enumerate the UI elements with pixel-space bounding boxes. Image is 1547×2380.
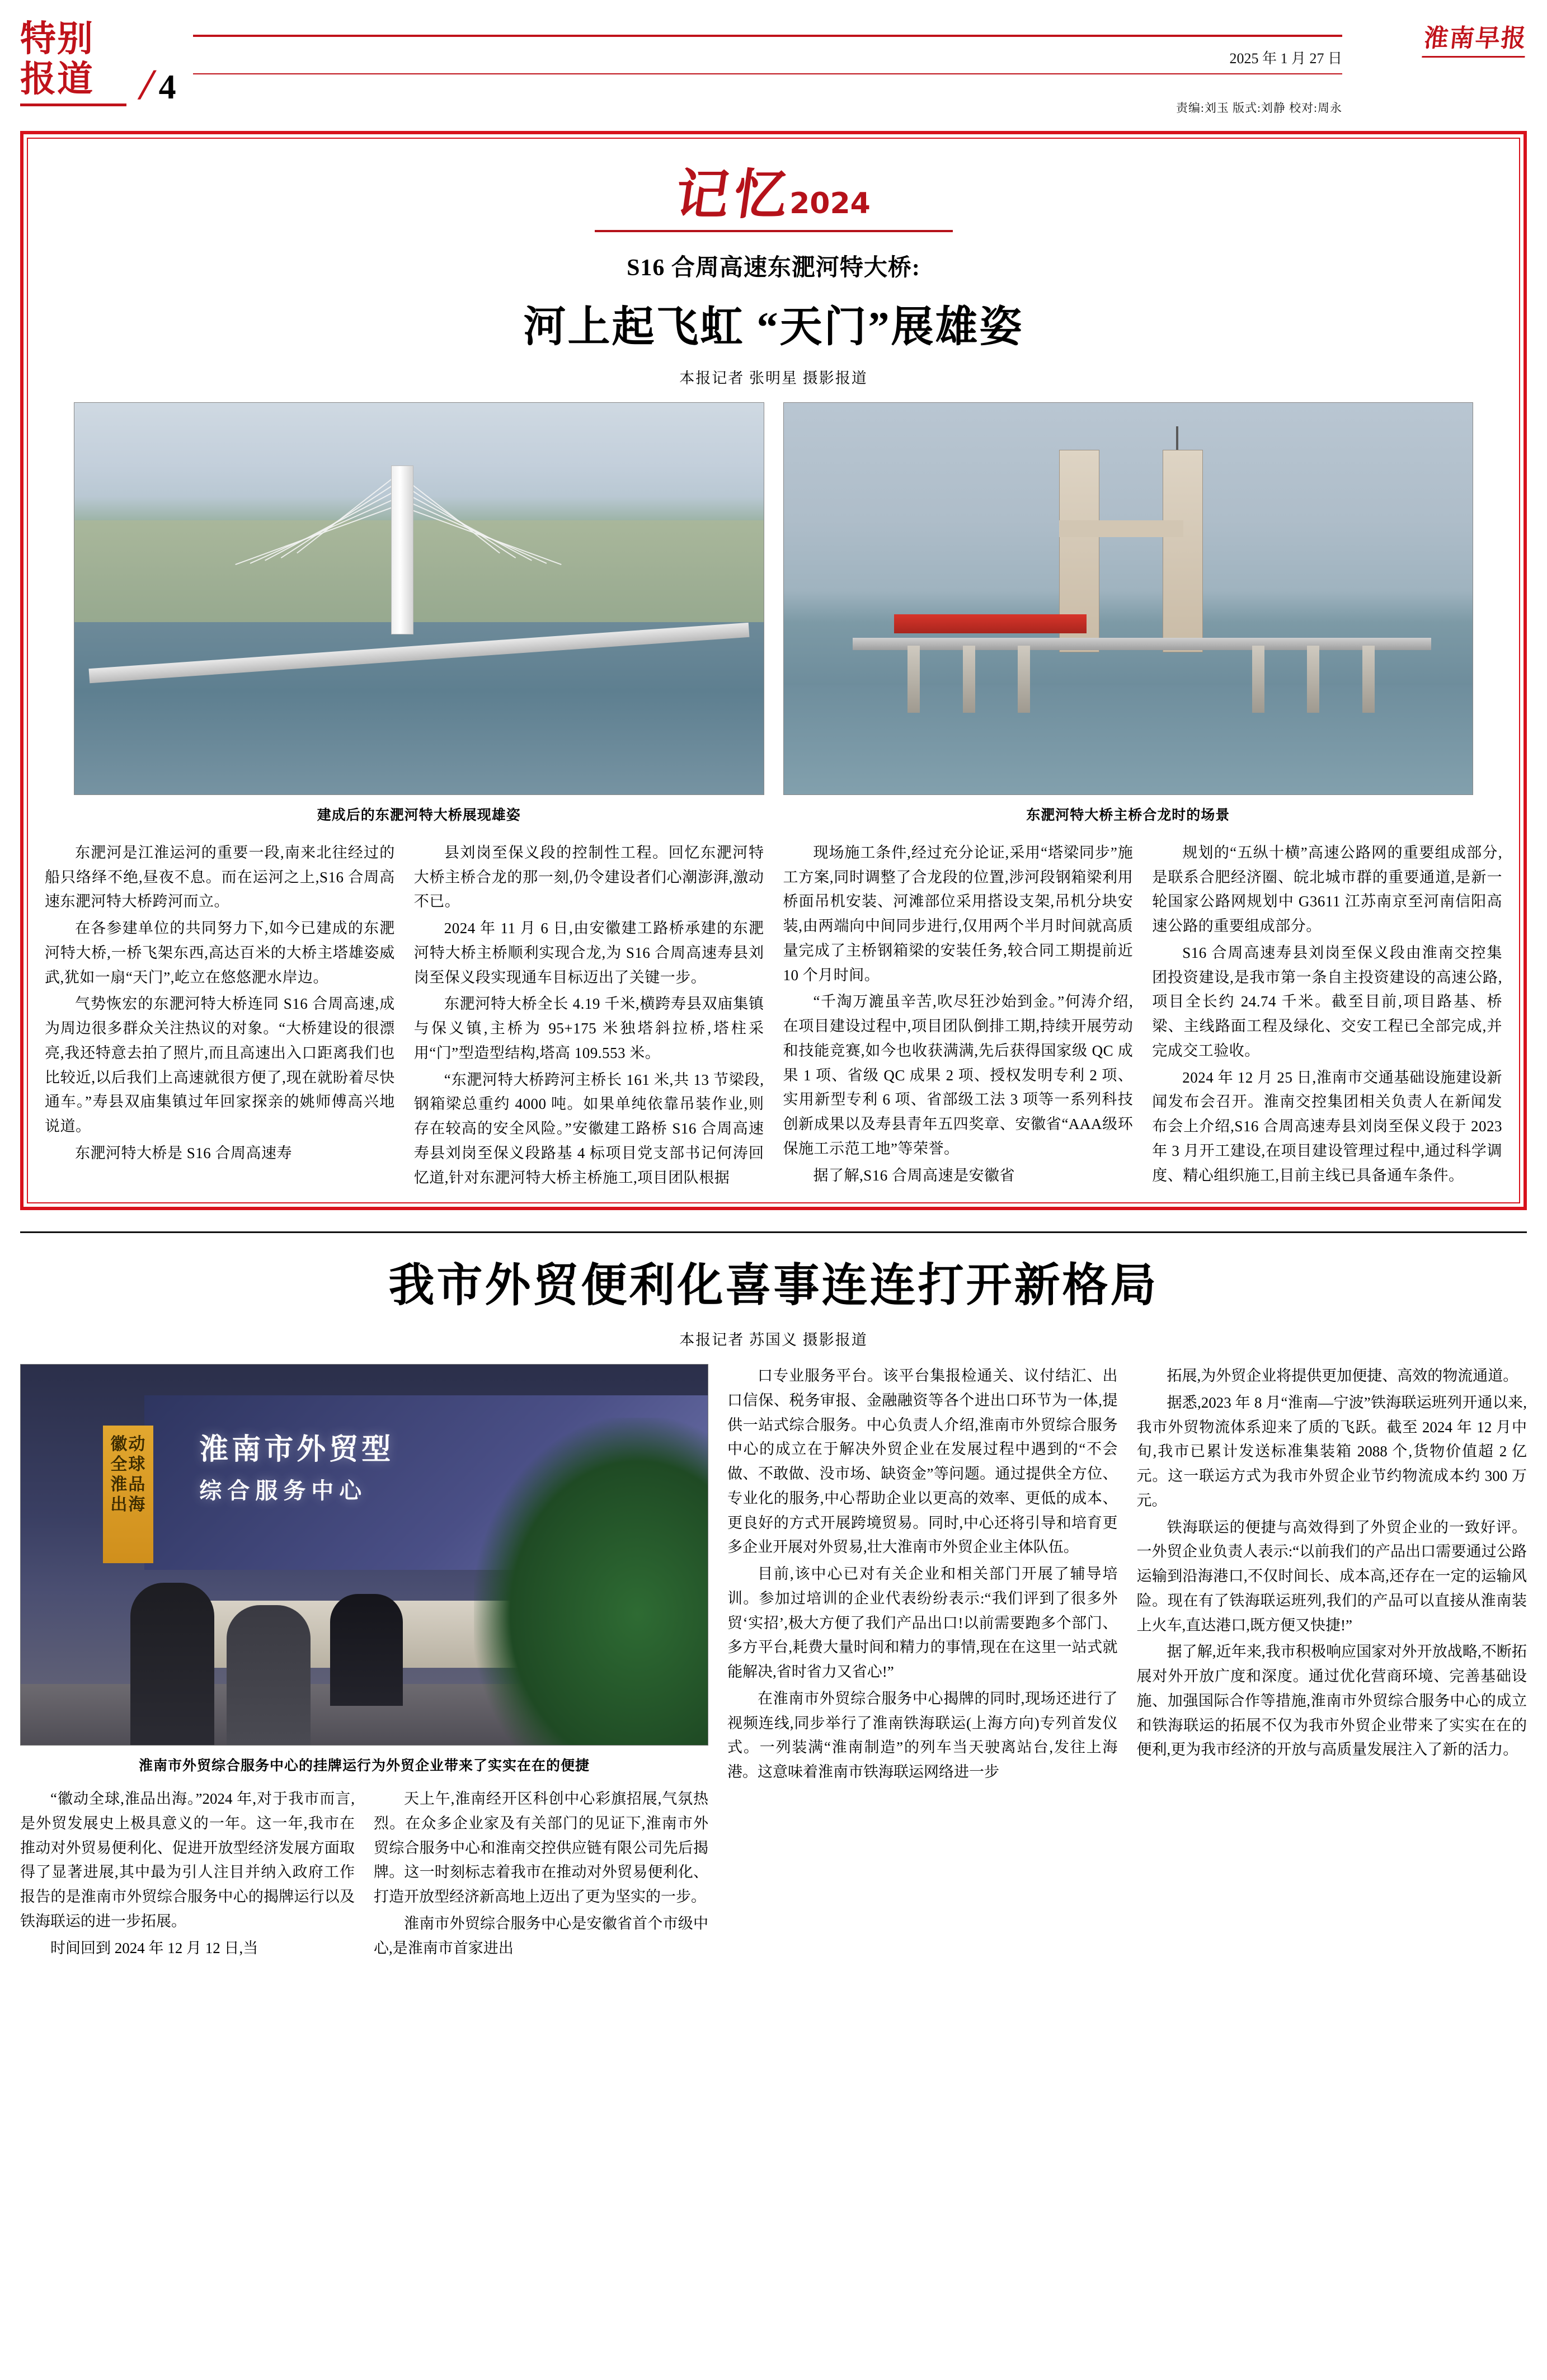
plant-shape: [474, 1418, 708, 1745]
second-story-headline: 我市外贸便利化喜事连连打开新格局: [388, 1260, 1159, 1311]
paragraph: 时间回到 2024 年 12 月 12 日,当: [50, 1939, 258, 1956]
sign-text: [199, 1426, 394, 1505]
pier-shape: [907, 646, 920, 713]
bridge-span-shape: [853, 638, 1431, 650]
paragraph: 2024 年 11 月 6 日,由安徽建工路桥承建的东淝河特大桥主桥顺利实现合龙,为 S16 合周高速寿县刘岗至保义段实现通车目标迈出了关键一步。: [413, 920, 764, 986]
cable: [398, 505, 561, 565]
top-story-headline: 河上起飞虹 “天门”展雄姿: [523, 304, 1024, 351]
paragraph: 现场施工条件,经过充分论证,采用“塔梁同步”施工方案,同时调整了合龙段的位置,涉河段钢箱梁利用桥面吊机安装、河滩部位采用搭设支架,吊机分块安装,由两端向中间同步进行,仅用两个半月时间就高质量完成了主桥钢箱梁的安装任务,较合同工期提前近 10 个月时间。: [783, 844, 1134, 984]
second-story-column-2: [374, 1787, 708, 1963]
cable-group: [74, 403, 764, 794]
memory-underline: [595, 230, 953, 232]
paragraph: 在淮南市外贸综合服务中心揭牌的同时,现场还进行了视频连线,同步举行了淮南铁海联运(上海方向)专列首发仪式。一列装满“淮南制造”的列车当天驶离站台,发往上海港。这意味着淮南市铁海联运网络进一步: [727, 1690, 1118, 1781]
second-story-right: [727, 1364, 1527, 1963]
top-story-column-3: [783, 841, 1134, 1192]
paragraph: 2024 年 12 月 25 日,淮南市交通基础设施建设新闻发布会召开。淮南交控集团相关负责人在新闻发布会上介绍,S16 合周高速寿县刘岗至保义段于 2023 年 3 月开工建设,在项目建设管理过程中,通过科学调度、精心组织施工,目前主线已具备通车条件。: [1152, 1069, 1502, 1184]
vertical-banner: 徽动全球 淮品出海: [103, 1426, 153, 1563]
paragraph: S16 合周高速寿县刘岗至保义段由淮南交控集团投资建设,是我市第一条自主投资建设的高速公路,项目全长约 24.74 千米。截至目前,项目路基、桥梁、主线路面工程及绿化、交安工程已全部完成,并完成交工验收。: [1152, 944, 1502, 1059]
pier-shape: [1307, 646, 1319, 713]
paragraph: 目前,该中心已对有关企业和相关部门开展了辅导培训。参加过培训的企业代表纷纷表示:“我们评到了很多外贸‘实招’,极大方便了我们产品出口!以前需要跑多个部门、多方平台,耗费大量时间和精力的事情,现在在这里一站式就能解决,省时省力又省心!”: [727, 1565, 1118, 1681]
page-number-group: [135, 16, 176, 109]
second-story-column-1: [20, 1787, 355, 1963]
paragraph: 东淝河特大桥是 S16 合周高速寿: [75, 1144, 293, 1161]
red-girder-shape: [894, 614, 1087, 633]
paragraph: 据了解,S16 合周高速是安徽省: [813, 1167, 1015, 1184]
cable: [398, 497, 547, 564]
paragraph: “徽动全球,淮品出海。”2024 年,对于我市而言,是外贸发展史上极具意义的一年。这一年,我市在推动对外贸易便利化、促进开放型经济发展方面取得了显著进展,其中最为引人注目并纳入政府工作报告的是淮南市外贸综合服务中心的揭牌运行以及铁海联运的进一步拓展。: [20, 1790, 355, 1930]
paper-logo: [1359, 16, 1527, 58]
paragraph: 铁海联运的便捷与高效得到了外贸企业的一致好评。一外贸企业负责人表示:“以前我们的产品出口需要通过公路运输到沿海港口,不仅时间长、成本高,还存在一定的运输风险。现在有了铁海联运班列,我们的产品可以直接从淮南装上火车,直达港口,既方便又快捷!”: [1136, 1518, 1527, 1634]
section-label-line1: 特别: [20, 18, 94, 60]
paragraph: 拓展,为外贸企业将提供更加便捷、高效的物流通道。: [1167, 1367, 1518, 1385]
memory-logo-year: 2024: [789, 187, 871, 220]
bridge-completed-photo: [74, 402, 764, 795]
visitor-figure-shape: [227, 1605, 311, 1745]
paper-name: 淮南早报: [1422, 18, 1529, 58]
top-story-byline: 本报记者 张明星 摄影报道: [679, 370, 868, 387]
top-story-column-4: [1152, 841, 1502, 1192]
issue-date: 2025 年 1 月 27 日: [1229, 50, 1342, 67]
photo-caption-3: 淮南市外贸综合服务中心的挂牌运行为外贸企业带来了实实在在的便捷: [138, 1758, 590, 1774]
second-story-byline: 本报记者 苏国义 摄影报道: [679, 1332, 868, 1349]
paragraph: 据了解,近年来,我市积极响应国家对外开放战略,不断拓展对外开放广度和深度。通过优化营商环境、完善基础设施、加强国际合作等措施,淮南市外贸综合服务中心的成立和铁海联运的拓展不仅为我市外贸企业带来了实实在在的便利,更为我市经济的开放与高质量发展注入了新的活力。: [1136, 1643, 1527, 1758]
section-label-line2: 报道: [20, 58, 94, 100]
pier-shape: [963, 646, 975, 713]
second-story: [20, 1231, 1527, 1963]
masthead-rule-bottom: [193, 73, 1342, 74]
pier-shape: [1018, 646, 1030, 713]
second-story-left: [20, 1364, 708, 1963]
cable: [265, 489, 398, 561]
pier-shape: [1362, 646, 1375, 713]
photo-block-2: [783, 402, 1474, 824]
visitor-figure-shape: [130, 1583, 214, 1745]
page-number: 4: [158, 68, 176, 106]
section-badge: [20, 16, 138, 106]
second-story-column-3: [727, 1364, 1118, 1963]
paragraph: 据悉,2023 年 8 月“淮南—宁波”铁海联运班列开通以来,我市外贸物流体系迎来了质的飞跃。截至 2024 年 12 月中旬,我市已累计发送标准集装箱 2088 个,货物价值超 2 亿元。这一联运方式为我市外贸企业节约物流成本约 300 万元。: [1136, 1394, 1527, 1509]
paragraph: 口专业服务平台。该平台集报检通关、议付结汇、出口信保、税务审报、金融融资等各个进出口环节为一体,提供一站式综合服务。中心负责人介绍,淮南市外贸综合服务中心的成立在于解决外贸企业在发展过程中遇到的“不会做、不敢做、没市场、缺资金”等问题。通过提供全方位、专业化的服务,中心帮助企业以更高的效率、更低的成本、更良好的方式开展跨境贸易。同时,中心还将引导和培育更多企业开展对外贸易,壮大淮南市外贸企业主体队伍。: [727, 1367, 1118, 1556]
masthead: [20, 16, 1527, 128]
top-story-column-1: [45, 841, 395, 1192]
paragraph: “千淘万漉虽辛苦,吹尽狂沙始到金。”何涛介绍,在项目建设过程中,项目团队倒排工期,持续开展劳动和技能竞赛,如今也收获满满,先后获得国家级 QC 成果 1 项、省级 QC 成果 2 项、授权发明专利 2 项、实用新型专利 6 项、省部级工法 3 项等一系列科技创新成果以及寿县青年五四奖章、安徽省“AAA级环保施工示范工地”等荣誉。: [783, 993, 1134, 1157]
paragraph: 县刘岗至保义段的控制性工程。回忆东淝河特大桥主桥合龙的那一刻,仍令建设者们心潮澎湃,激动不已。: [413, 844, 764, 910]
top-story-kicker: S16 合周高速东淝河特大桥:: [627, 255, 920, 281]
paragraph: 天上午,淮南经开区科创中心彩旗招展,气氛热烈。在众多企业家及有关部门的见证下,淮南市外贸综合服务中心和淮南交控供应链有限公司先后揭牌。这一时刻标志着我市在推动对外贸易便利化、打造开放型经济新高地上迈出了更为坚实的一步。: [374, 1790, 708, 1906]
top-story-photos: [40, 402, 1507, 824]
second-story-left-columns: [20, 1787, 708, 1963]
badge-rule: [20, 104, 126, 106]
photo-caption-1: 建成后的东淝河特大桥展现雄姿: [317, 808, 521, 823]
photo-caption-2: 东淝河特大桥主桥合龙时的场景: [1026, 808, 1230, 823]
paragraph: 气势恢宏的东淝河特大桥连同 S16 合周高速,成为周边很多群众关注热议的对象。“大桥建设的很漂亮,我还特意去拍了照片,而且高速出入口距离我们也比较近,以后我们上高速就很方便了,现在就盼着尽快通车。”寿县双庙集镇过年回家探亲的姚师傅高兴地说道。: [45, 995, 395, 1135]
cable: [398, 489, 532, 561]
paragraph: 在各参建单位的共同努力下,如今已建成的东淝河特大桥,一桥飞架东西,高达百米的大桥主塔雄姿威武,犹如一扇“天门”,屹立在悠悠淝水岸边。: [45, 920, 395, 986]
photo-block-1: [74, 402, 764, 824]
top-story: [20, 131, 1527, 1210]
slash-divider: /: [135, 60, 159, 109]
cable: [235, 505, 398, 565]
memory-logo: [40, 147, 1507, 234]
sign-sub-text: 综合服务中心: [199, 1478, 368, 1504]
paragraph: 东淝河特大桥全长 4.19 千米,横跨寿县双庙集镇与保义镇,主桥为 95+175 米独塔斜拉桥,塔柱采用“门”型造型结构,塔高 109.553 米。: [413, 995, 764, 1061]
bridge-pylon-shape: [391, 465, 413, 634]
pier-shape: [1252, 646, 1264, 713]
sign-main-text: 淮南市外贸型: [199, 1432, 394, 1467]
tower-right-shape: [1163, 450, 1203, 652]
cable: [250, 497, 398, 564]
top-story-body: [40, 841, 1507, 1192]
masthead-rule-top: [193, 35, 1342, 37]
paragraph: “东淝河特大桥跨河主桥长 161 米,共 13 节梁段,钢箱梁总重约 4000 吨。如果单纯依靠吊装作业,则存在较高的安全风险。”安徽建工路桥 S16 合周高速寿县刘岗至保义段路基 4 标项目党支部书记何涛回忆道,针对东淝河特大桥主桥施工,项目团队根据: [413, 1071, 764, 1186]
paragraph: 规划的“五纵十横”高速公路网的重要组成部分,是联系合肥经济圈、皖北城市群的重要通道,是新一轮国家公路网规划中 G3611 江苏南京至河南信阳高速公路的重要组成部分。: [1152, 844, 1502, 935]
second-story-body: [20, 1364, 1527, 1963]
second-story-column-4: [1137, 1364, 1527, 1963]
memory-logo-cn: 记忆: [671, 163, 797, 226]
edition-credits: 责编:刘玉 版式:刘静 校对:周永: [1175, 101, 1342, 115]
paragraph: 淮南市外贸综合服务中心是安徽省首个市级中心,是淮南市首家进出: [374, 1915, 708, 1956]
bridge-construction-photo: [783, 402, 1474, 795]
service-center-photo: [20, 1364, 708, 1746]
tower-crossbeam-shape: [1059, 520, 1183, 537]
masthead-middle: [176, 16, 1359, 116]
clerk-figure-shape: [330, 1594, 403, 1706]
paragraph: 东淝河是江淮运河的重要一段,南来北往经过的船只络绎不绝,昼夜不息。而在运河之上,S16 合周高速东淝河特大桥跨河而立。: [45, 844, 395, 910]
top-story-column-2: [414, 841, 764, 1192]
